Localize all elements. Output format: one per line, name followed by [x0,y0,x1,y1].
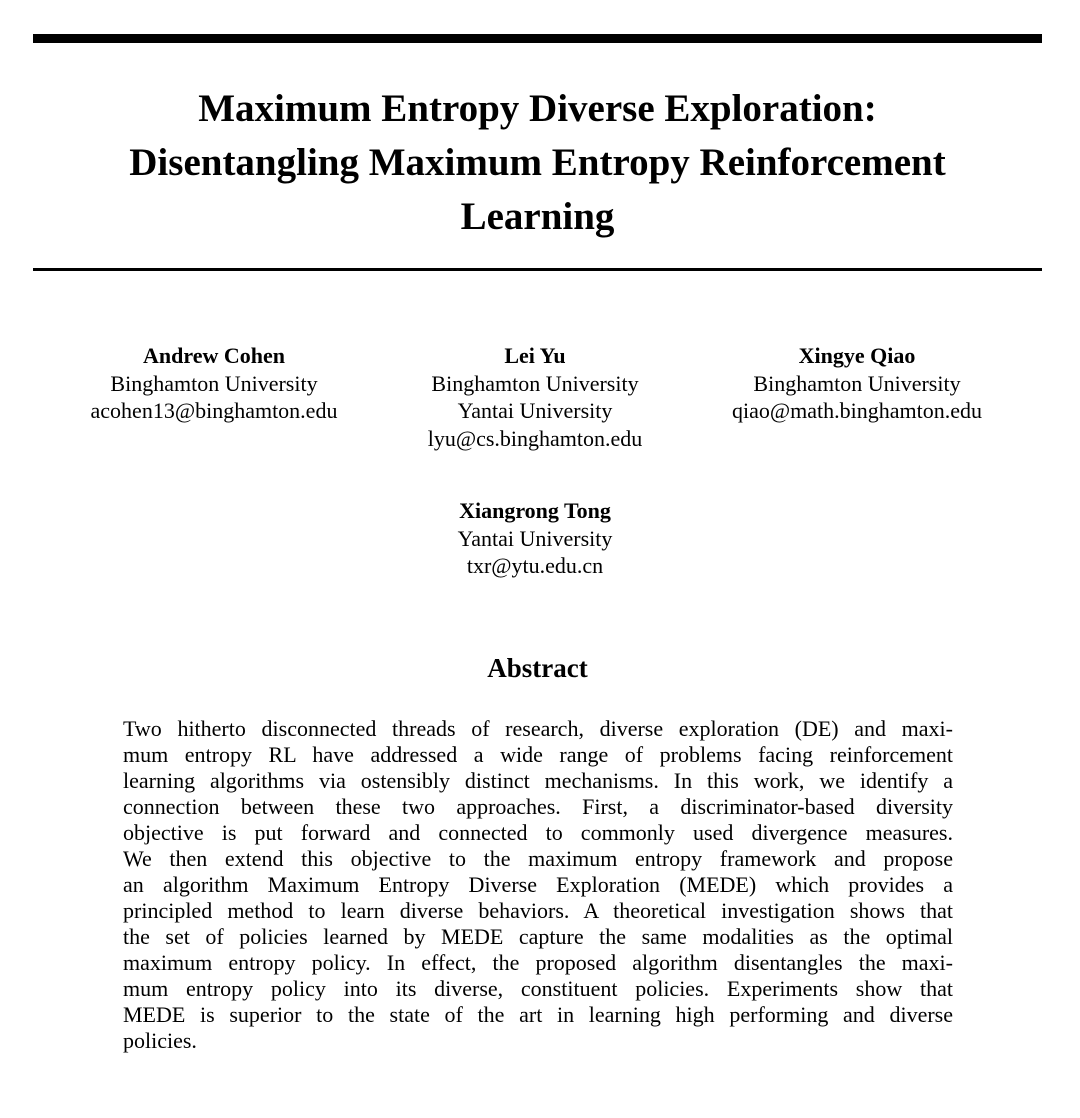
abstract-body [123,716,953,1054]
title-bottom-rule [33,268,1042,271]
abstract-line: learning algorithms via ostensibly distinct mechanisms. In this work, we identify a [123,768,953,793]
title-line-2: Disentangling Maximum Entropy Reinforcement [129,141,946,184]
abstract-line: principled method to learn diverse behaviors. A theoretical investigation shows that [123,898,953,923]
abstract-line: objective is put forward and connected to commonly used divergence measures. [123,820,953,845]
author-affiliation: Binghamton University [110,370,318,396]
author-email: txr@ytu.edu.cn [466,553,604,578]
author-email: acohen13@binghamton.edu [90,398,338,423]
author-block-andrew-cohen [49,342,379,425]
abstract-line: the set of policies learned by MEDE capture the same modalities as the optimal [123,924,953,949]
author-name: Xingye Qiao [798,343,916,368]
title-line-1: Maximum Entropy Diverse Exploration: [198,87,877,130]
author-name: Xiangrong Tong [459,498,611,523]
abstract-line: an algorithm Maximum Entropy Diverse Exploration (MEDE) which provides a [123,872,953,897]
author-name: Andrew Cohen [142,343,285,368]
abstract-line: mum entropy RL have addressed a wide range of problems facing reinforcement [123,742,953,767]
top-rule [33,34,1042,43]
abstract-line: Two hitherto disconnected threads of research, diverse exploration (DE) and maxi- [123,716,953,741]
author-affiliation: Yantai University [457,398,613,423]
author-block-xiangrong-tong [370,497,700,580]
author-affiliation: Binghamton University [753,370,961,396]
abstract-heading: Abstract [487,653,588,683]
author-email: qiao@math.binghamton.edu [732,398,982,423]
author-affiliation: Yantai University [457,525,613,551]
abstract-line: maximum entropy policy. In effect, the proposed algorithm disentangles the maxi- [123,950,953,975]
author-block-lei-yu [370,342,700,452]
author-block-xingye-qiao [692,342,1022,425]
author-email: lyu@cs.binghamton.edu [427,425,643,451]
abstract-line: mum entropy policy into its diverse, constituent policies. Experiments show that [123,976,953,1001]
abstract-line: MEDE is superior to the state of the art in learning high performing and diverse [123,1002,953,1027]
author-name: Lei Yu [504,343,566,368]
author-affiliation: Binghamton University [431,370,639,396]
abstract-line: connection between these two approaches. First, a discriminator-based diversity [123,794,953,819]
abstract-line: policies. [123,1028,197,1053]
abstract-line: We then extend this objective to the maximum entropy framework and propose [123,846,953,871]
title-line-3: Learning [460,195,615,238]
paper-title [33,82,1042,244]
